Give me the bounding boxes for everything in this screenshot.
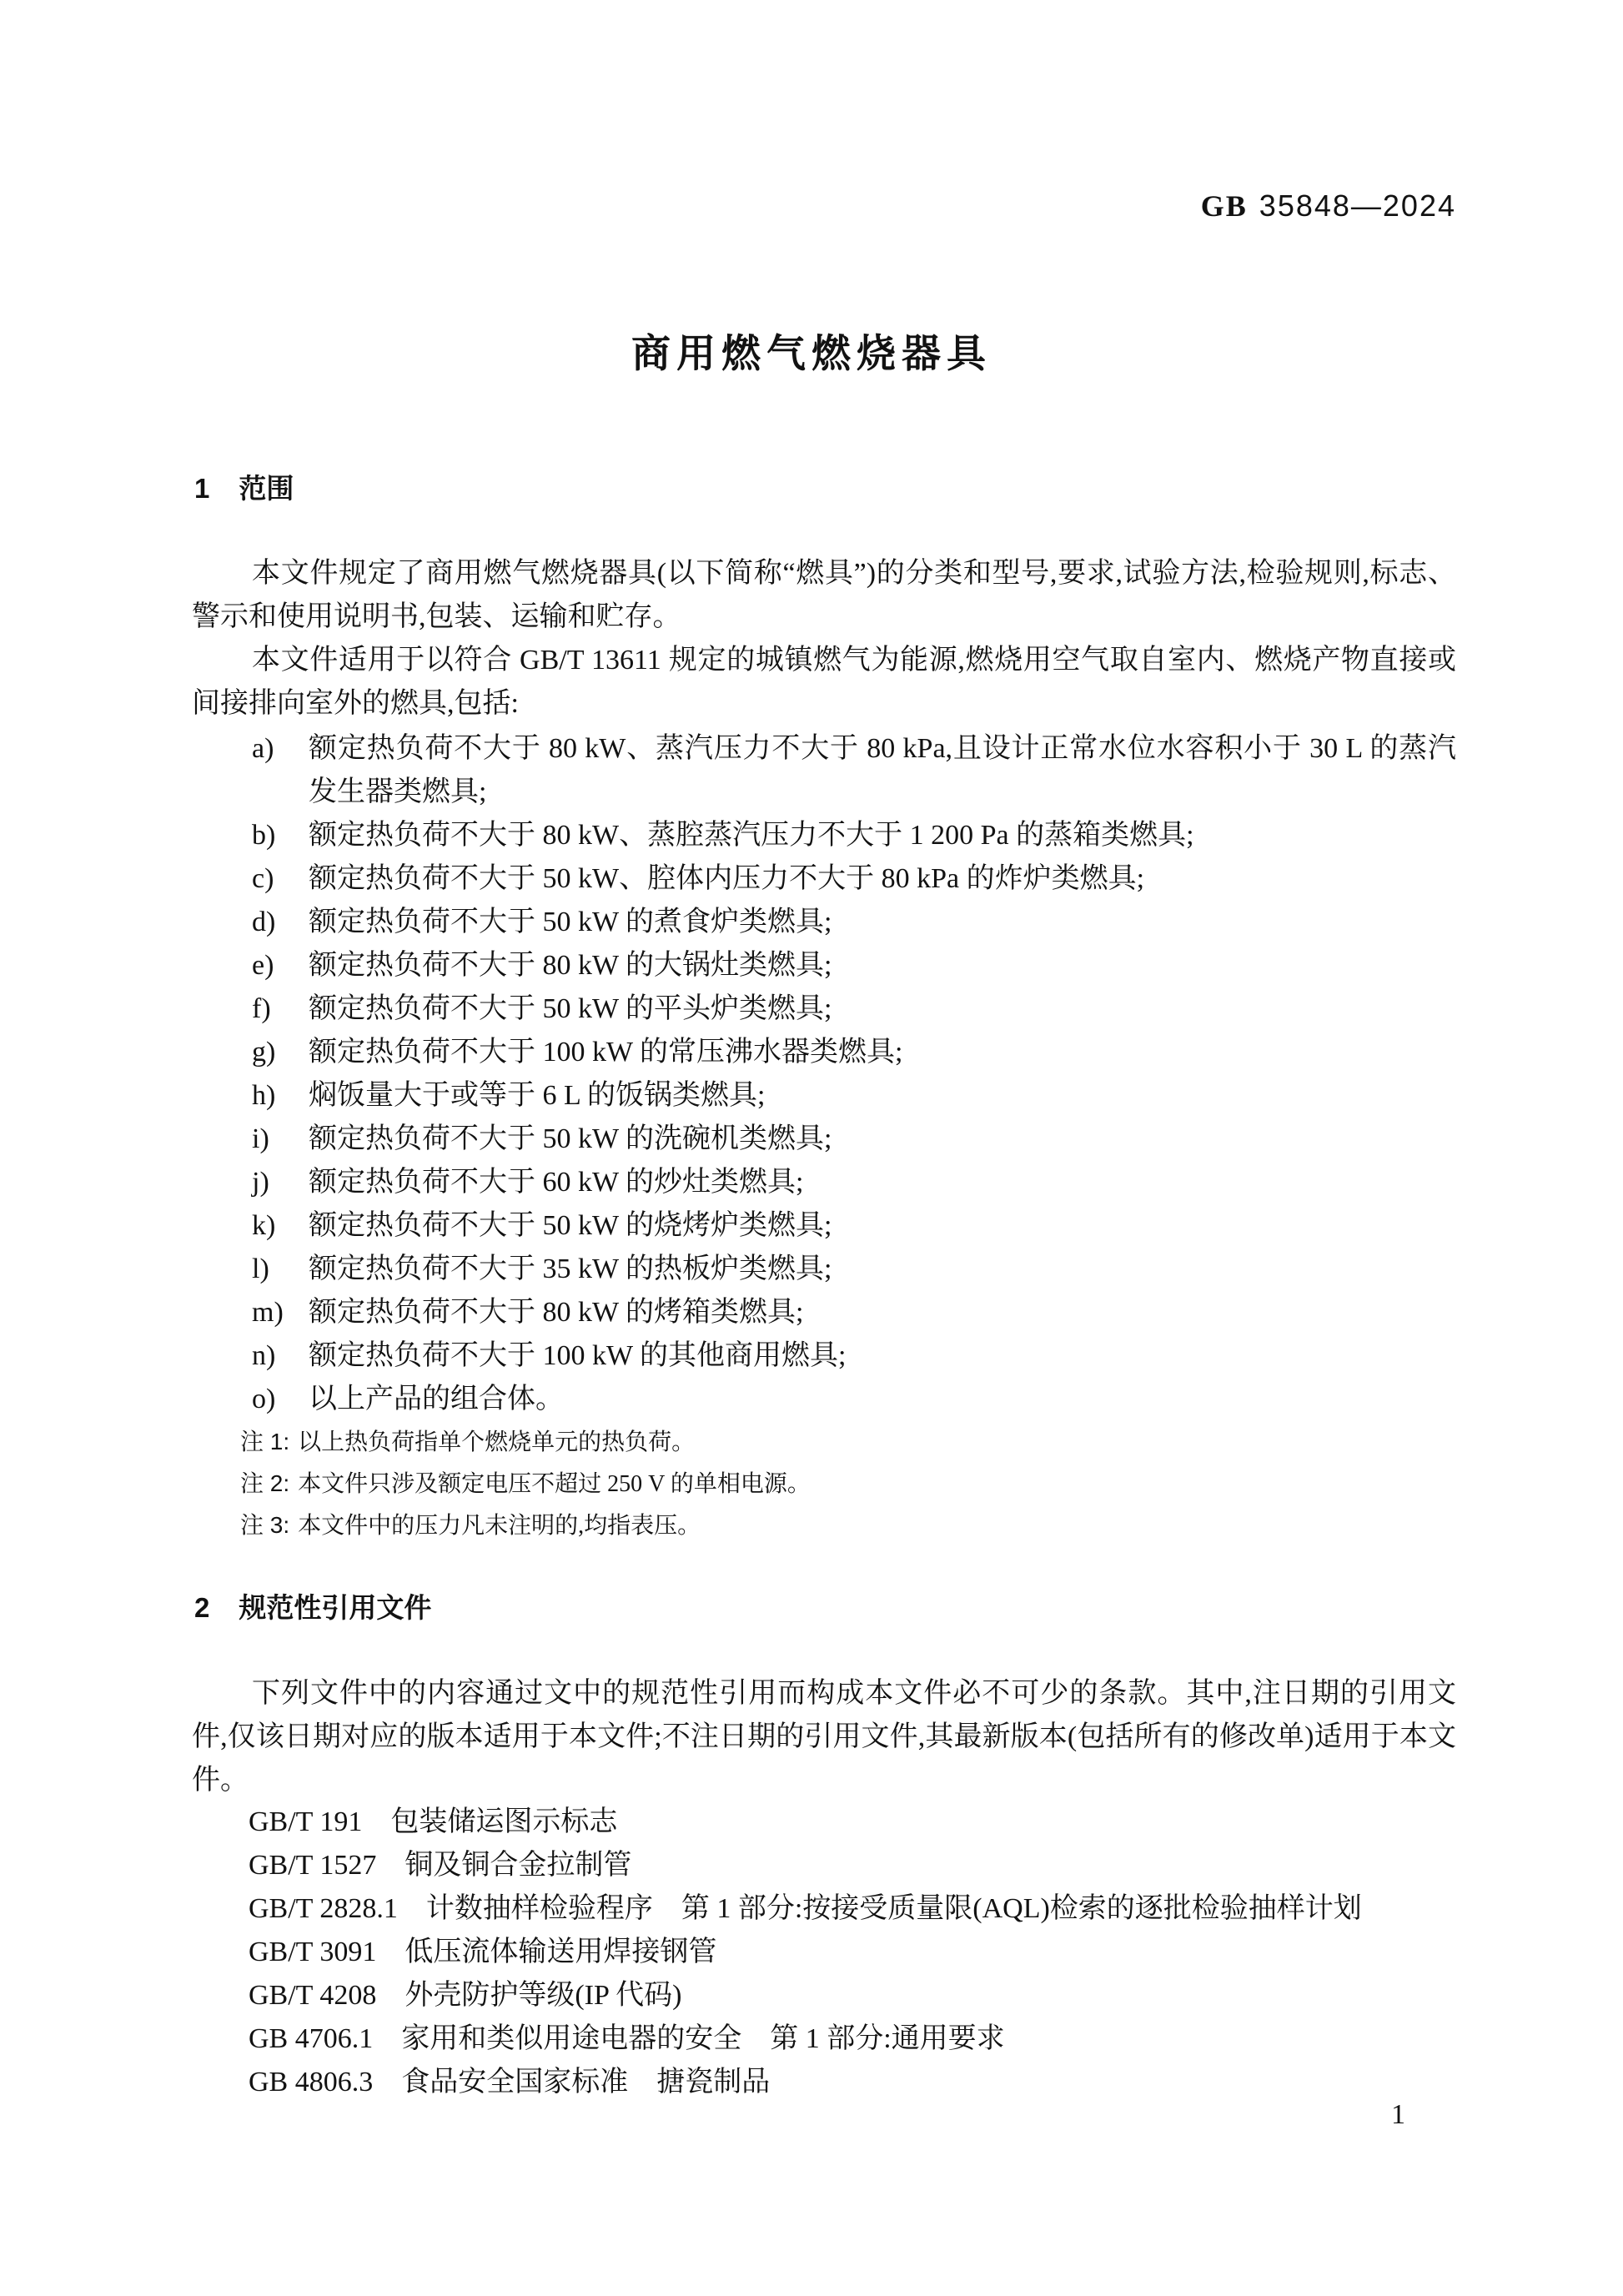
list-item-label: g) <box>252 1037 276 1068</box>
list-item <box>192 814 1456 857</box>
list-item <box>192 1161 1456 1204</box>
list-item <box>192 1118 1456 1161</box>
document-title: 商用燃气燃烧器具 <box>631 331 992 375</box>
scope-paragraphs <box>192 552 1456 726</box>
list-item-label: e) <box>252 950 274 981</box>
reference-title: 铜及铜合金拉制管 <box>404 1850 632 1881</box>
reference-entry <box>192 2061 1456 2104</box>
list-item <box>192 727 1456 814</box>
list-item-text: 额定热负荷不大于 50 kW 的洗碗机类燃具; <box>309 1123 832 1154</box>
clause-2-heading <box>194 1591 431 1625</box>
note-text: 本文件只涉及额定电压不超过 250 V 的单相电源。 <box>298 1471 811 1497</box>
reference-entry <box>192 2017 1456 2061</box>
clause-1-title: 范围 <box>239 473 294 504</box>
list-item <box>192 987 1456 1031</box>
list-item <box>192 857 1456 901</box>
list-item-label: b) <box>252 820 276 851</box>
list-item <box>192 1334 1456 1378</box>
reference-code: GB/T 3091 <box>249 1937 377 1967</box>
note <box>192 1505 1456 1546</box>
normative-references-list <box>192 1801 1456 2104</box>
list-item <box>192 1291 1456 1334</box>
scope-item-list <box>192 727 1456 1421</box>
list-item-label: j) <box>252 1167 269 1198</box>
list-item-text: 额定热负荷不大于 50 kW 的平头炉类燃具; <box>309 993 832 1024</box>
list-item-text: 以上产品的组合体。 <box>309 1384 564 1414</box>
list-item-text: 焖饭量大于或等于 6 L 的饭锅类燃具; <box>309 1080 766 1111</box>
list-item-text: 额定热负荷不大于 35 kW 的热板炉类燃具; <box>309 1254 832 1284</box>
clause-1-number: 1 <box>194 473 210 504</box>
reference-title: 包装储运图示标志 <box>390 1806 618 1837</box>
reference-code: GB/T 2828.1 <box>249 1893 398 1924</box>
list-item <box>192 1204 1456 1248</box>
list-item <box>192 901 1456 944</box>
list-item-label: c) <box>252 863 274 894</box>
reference-entry <box>192 1931 1456 1974</box>
reference-entry <box>192 1844 1456 1887</box>
reference-title: 家用和类似用途电器的安全 第 1 部分:通用要求 <box>401 2023 1005 2054</box>
standard-code-number: 35848—2024 <box>1259 188 1456 223</box>
note-label: 注 1: <box>240 1429 290 1454</box>
reference-code: GB 4806.3 <box>249 2067 374 2098</box>
reference-title: 外壳防护等级(IP 代码) <box>404 1980 682 2011</box>
list-item-label: k) <box>252 1210 276 1241</box>
list-item-label: a) <box>252 733 274 764</box>
clause-2-number: 2 <box>194 1592 210 1623</box>
reference-code: GB/T 1527 <box>249 1850 377 1881</box>
scope-notes <box>192 1421 1456 1546</box>
scope-paragraph-2: 本文件适用于以符合 GB/T 13611 规定的城镇燃气为能源,燃烧用空气取自室内、燃烧产物直接或间接排向室外的燃具,包括: <box>192 645 1456 719</box>
scope-paragraph-1: 本文件规定了商用燃气燃烧器具(以下简称“燃具”)的分类和型号,要求,试验方法,检验规则,标志、警示和使用说明书,包装、运输和贮存。 <box>192 558 1456 632</box>
list-item-text: 额定热负荷不大于 100 kW 的常压沸水器类燃具; <box>309 1037 903 1068</box>
list-item-label: d) <box>252 907 276 937</box>
list-item-label: f) <box>252 993 271 1024</box>
note <box>192 1463 1456 1505</box>
list-item-label: l) <box>252 1254 269 1284</box>
list-item-text: 额定热负荷不大于 50 kW、腔体内压力不大于 80 kPa 的炸炉类燃具; <box>309 863 1145 894</box>
reference-title: 计数抽样检验程序 第 1 部分:按接受质量限(AQL)检索的逐批检验抽样计划 <box>425 1893 1362 1924</box>
list-item <box>192 1378 1456 1421</box>
reference-entry <box>192 1801 1456 1844</box>
clause-1-heading <box>194 472 294 505</box>
list-item-label: m) <box>252 1297 284 1328</box>
reference-code: GB 4706.1 <box>249 2023 374 2054</box>
list-item <box>192 1031 1456 1074</box>
reference-code: GB/T 191 <box>249 1806 363 1837</box>
standard-code <box>1201 190 1456 222</box>
note-label: 注 3: <box>240 1512 290 1538</box>
page-number: 1 <box>1391 2099 1405 2130</box>
list-item-text: 额定热负荷不大于 80 kW、蒸腔蒸汽压力不大于 1 200 Pa 的蒸箱类燃具; <box>309 820 1194 851</box>
list-item-text: 额定热负荷不大于 80 kW 的大锅灶类燃具; <box>309 950 832 981</box>
list-item-label: o) <box>252 1384 276 1414</box>
standard-code-prefix: GB <box>1200 189 1248 223</box>
note <box>192 1421 1456 1463</box>
list-item-text: 额定热负荷不大于 80 kW、蒸汽压力不大于 80 kPa,且设计正常水位水容积小于 30 L 的蒸汽发生器类燃具; <box>309 733 1456 807</box>
list-item <box>192 944 1456 987</box>
list-item-text: 额定热负荷不大于 50 kW 的煮食炉类燃具; <box>309 907 832 937</box>
normrefs-paragraphs <box>192 1672 1456 1802</box>
note-label: 注 2: <box>240 1470 290 1496</box>
reference-entry <box>192 1974 1456 2017</box>
note-text: 本文件中的压力凡未注明的,均指表压。 <box>298 1513 701 1539</box>
list-item-text: 额定热负荷不大于 60 kW 的炒灶类燃具; <box>309 1167 804 1198</box>
list-item-text: 额定热负荷不大于 80 kW 的烤箱类燃具; <box>309 1297 804 1328</box>
list-item-label: i) <box>252 1123 269 1154</box>
clause-2-title: 规范性引用文件 <box>239 1592 432 1623</box>
list-item <box>192 1074 1456 1118</box>
list-item-label: h) <box>252 1080 276 1111</box>
reference-entry <box>192 1887 1456 1931</box>
list-item <box>192 1248 1456 1291</box>
list-item-text: 额定热负荷不大于 50 kW 的烧烤炉类燃具; <box>309 1210 832 1241</box>
normrefs-paragraph-1: 下列文件中的内容通过文中的规范性引用而构成本文件必不可少的条款。其中,注日期的引用文件,仅该日期对应的版本适用于本文件;不注日期的引用文件,其最新版本(包括所有的修改单)适用于本文件。 <box>192 1678 1456 1796</box>
list-item-text: 额定热负荷不大于 100 kW 的其他商用燃具; <box>309 1340 847 1371</box>
reference-title: 低压流体输送用焊接钢管 <box>404 1937 717 1967</box>
reference-title: 食品安全国家标准 搪瓷制品 <box>401 2067 771 2098</box>
note-text: 以上热负荷指单个燃烧单元的热负荷。 <box>298 1429 696 1455</box>
reference-code: GB/T 4208 <box>249 1980 377 2011</box>
list-item-label: n) <box>252 1340 276 1371</box>
